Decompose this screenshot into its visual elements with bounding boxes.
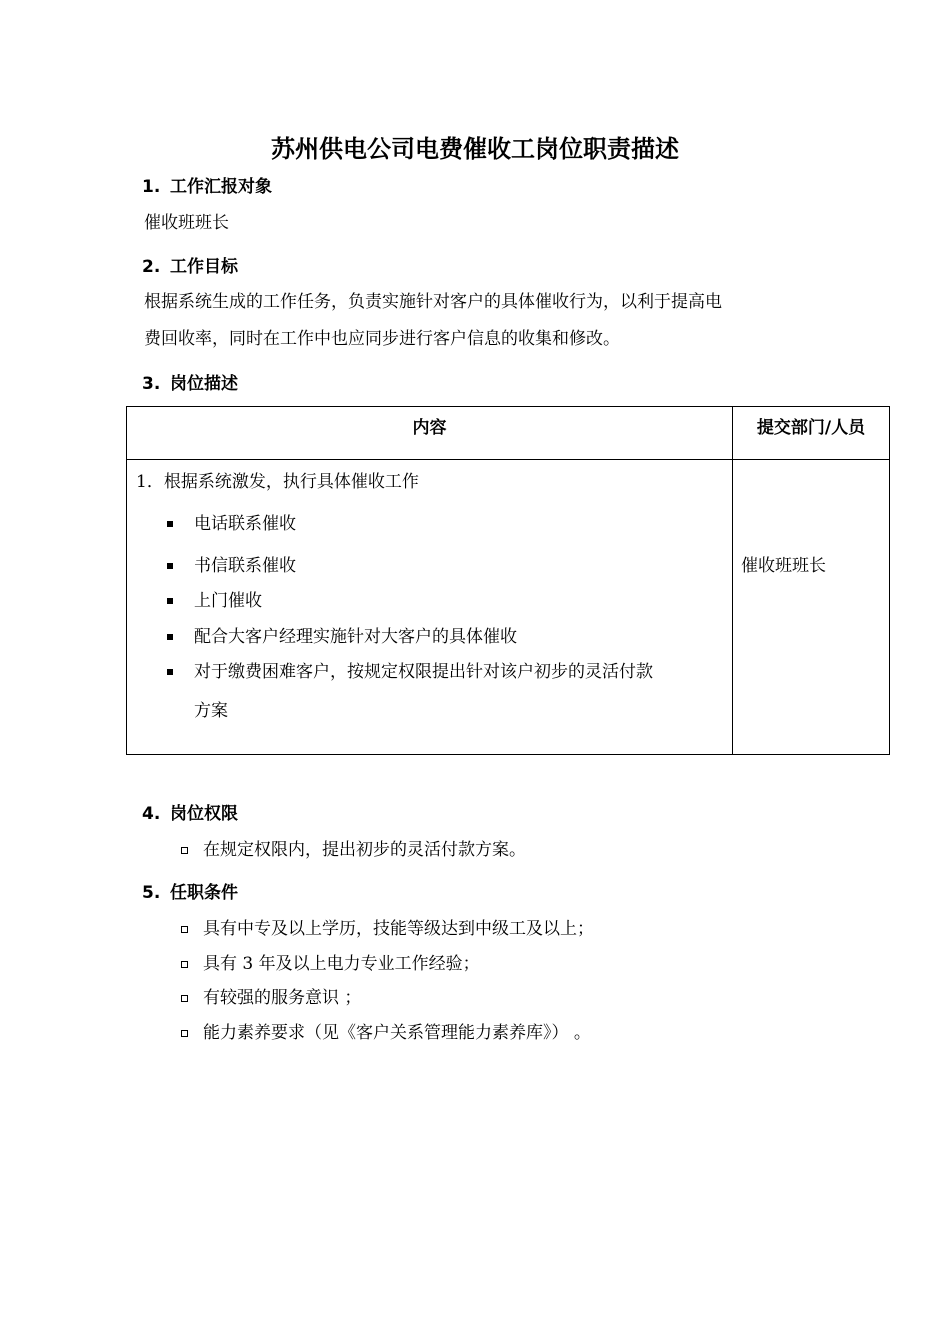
checkbox-bullet-icon (181, 847, 188, 854)
table-header-divider (127, 459, 889, 460)
responsibility-table (126, 406, 890, 755)
checkbox-bullet-icon (181, 926, 188, 933)
goal-line-2: 费回收率，同时在工作中也应同步进行客户信息的收集和修改。 (144, 329, 620, 349)
table-bullet-item: 上门催收 (194, 591, 262, 611)
authority-item: 在规定权限内，提出初步的灵活付款方案。 (203, 840, 526, 860)
table-item-title: 1．根据系统激发，执行具体催收工作 (136, 472, 419, 492)
table-header-submitter: 提交部门/人员 (756, 418, 866, 438)
table-submitter-value: 催收班班长 (741, 556, 826, 576)
section-title: 工作汇报对象 (170, 177, 272, 197)
qualification-item: 有较强的服务意识 ； (203, 988, 362, 1008)
section-number: 3. (142, 374, 161, 394)
section-heading-report-to (142, 175, 272, 199)
square-bullet-icon (167, 669, 173, 675)
section-number: 4. (142, 804, 161, 824)
table-bullet-item: 书信联系催收 (194, 556, 296, 576)
checkbox-bullet-icon (181, 1030, 188, 1037)
qualification-item: 具有中专及以上学历，技能等级达到中级工及以上； (203, 919, 594, 939)
section-number: 2. (142, 257, 161, 277)
checkbox-bullet-icon (181, 961, 188, 968)
square-bullet-icon (167, 521, 173, 527)
square-bullet-icon (167, 634, 173, 640)
checkbox-bullet-icon (181, 995, 188, 1002)
table-bullet-item: 对于缴费困难客户，按规定权限提出针对该户初步的灵活付款 (194, 662, 653, 682)
goal-line-1: 根据系统生成的工作任务，负责实施针对客户的具体催收行为，以利于提高电 (144, 292, 722, 312)
section-number: 1. (142, 177, 161, 197)
table-bullet-item: 电话联系催收 (194, 514, 296, 534)
section-heading-qualifications (142, 881, 238, 905)
section-title: 岗位权限 (170, 804, 238, 824)
section-title: 岗位描述 (170, 374, 238, 394)
square-bullet-icon (167, 598, 173, 604)
section-heading-authority (142, 802, 238, 826)
square-bullet-icon (167, 563, 173, 569)
qualification-item: 能力素养要求（见《客户关系管理能力素养库》） 。 (203, 1023, 591, 1043)
section-heading-description (142, 372, 238, 396)
qualification-item: 具有 3 年及以上电力专业工作经验； (203, 954, 480, 974)
table-bullet-item-continued: 方案 (194, 701, 228, 721)
table-header-content: 内容 (412, 418, 447, 438)
report-to-value: 催收班班长 (144, 213, 229, 233)
section-number: 5. (142, 883, 161, 903)
page-title: 苏州供电公司电费催收工岗位职责描述 (271, 135, 679, 163)
section-heading-goal (142, 255, 238, 279)
section-title: 工作目标 (170, 257, 238, 277)
section-title: 任职条件 (170, 883, 238, 903)
table-bullet-item: 配合大客户经理实施针对大客户的具体催收 (194, 627, 517, 647)
